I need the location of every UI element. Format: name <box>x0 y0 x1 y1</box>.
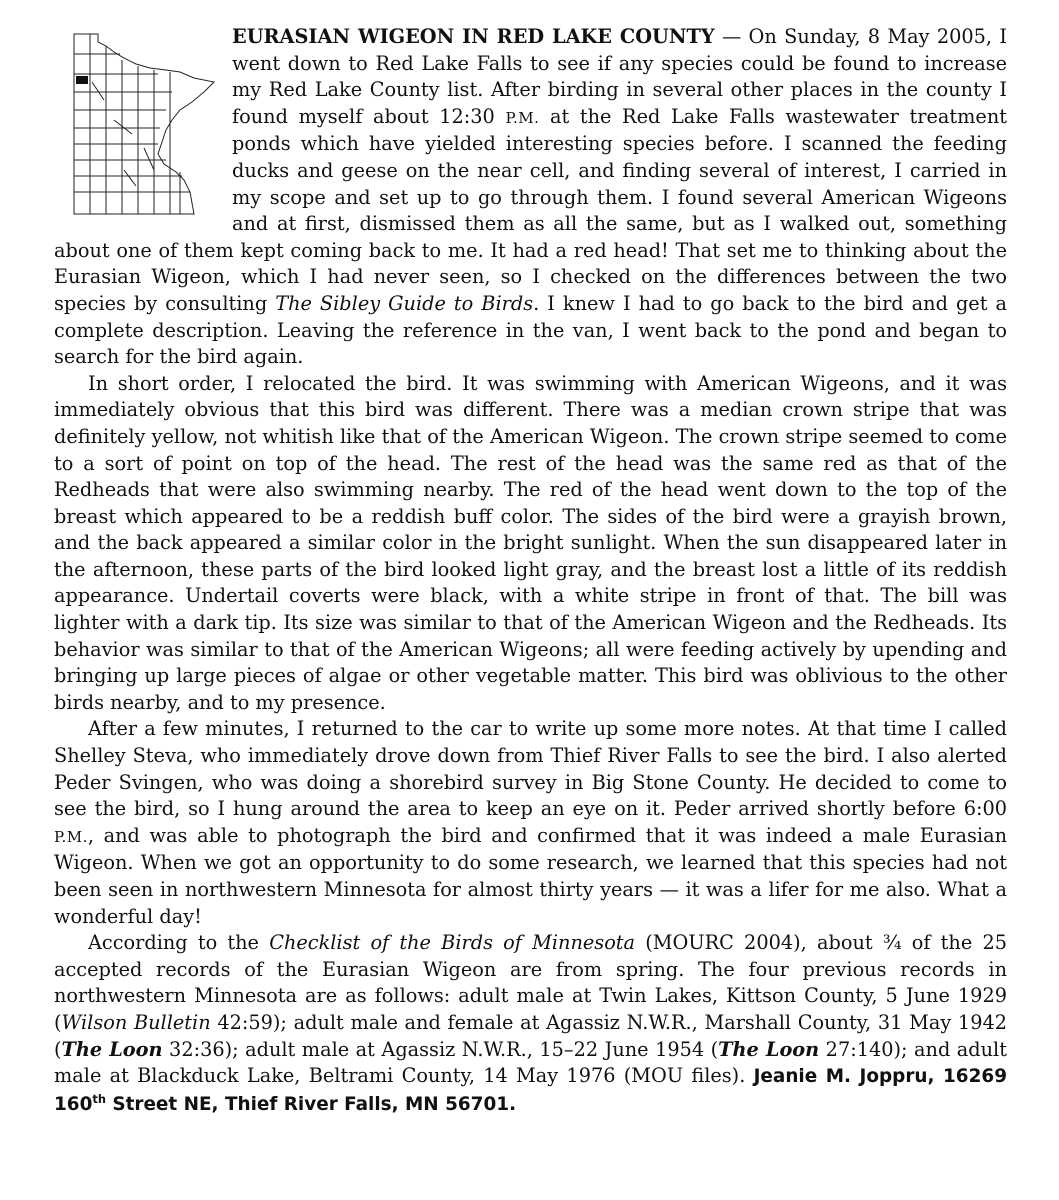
minnesota-county-map-icon <box>54 30 226 218</box>
state-outline <box>74 34 214 214</box>
author-signature: Jeanie M. Joppru, 16269 160th Street NE, Thief River Falls, MN 56701. <box>54 1066 1007 1115</box>
journal-title: The Loon <box>61 1037 163 1061</box>
journal-title: The Loon <box>718 1037 820 1061</box>
checklist-title: Checklist of the Birds of Minnesota <box>269 931 636 955</box>
paragraph-2: In short order, I relocated the bird. It was swimming with American Wigeons, and it was immediately obvious that this bird was different. There was a median crown stripe that was definitely yellow, not whitish like that of the American Wigeon. The crown stripe seemed to come to a sort of point on top of the head. The rest of the head was the same red as that of the Redheads that were also swimming nearby. The red of the head went down to the top of the breast which appeared to be a reddish buff color. The sides of the bird were a grayish brown, and the back appeared a similar color in the bright sunlight. When the sun disappeared later in the afternoon, these parts of the bird looked light gray, and the breast lost a little of its reddish appearance. Undertail coverts were black, with a white stripe in front of that. The bill was lighter with a dark tip. Its size was similar to that of the American Wigeon and the Redheads. Its behavior was similar to that of the American Wigeons; all were feeding actively by upending and bringing up large pieces of algae or other vegetable matter. This bird was oblivious to the other birds nearby, and to my presence. <box>54 371 1007 714</box>
book-title: The Sibley Guide to Birds <box>275 291 534 315</box>
paragraph-3: After a few minutes, I returned to the car to write up some more notes. At that time I called Shelley Steva, who immediately drove down from Thief River Falls to see the bird. I also alerted Peder Svingen, who was doing a shorebird survey in Big Stone County. He decided to come to see the bird, so I hung around the area to keep an eye on it. Peder arrived shortly before 6:00 P.M., and was able to photograph the bird and confirmed that it was indeed a male Eurasian Wigeon. When we got an opportunity to do some research, we learned that this species had not been seen in northwestern Minnesota for almost thirty years — it was a lifer for me also. What a wonderful day! <box>54 717 1007 928</box>
red-lake-county-marker <box>76 76 88 84</box>
journal-title: Wilson Bulletin <box>61 1010 211 1034</box>
paragraph-4: According to the Checklist of the Birds of Minnesota (MOURC 2004), about ¾ of the 25 accepted records of the Eurasian Wigeon are from spring. The four previous records in northwestern Minnesota are as follows: adult male at Twin Lakes, Kittson County, 5 June 1929 (Wilson Bulletin 42:59); adult male and female at Agassiz N.W.R., Marshall County, 31 May 1942 (The Loon 32:36); adult male at Agassiz N.W.R., 15–22 June 1954 (The Loon 27:140); and adult male at Blackduck Lake, Beltrami County, 14 May 1976 (MOU files). Jeanie M. Joppru, 16269 160th Street NE, Thief River Falls, MN 56701. <box>54 931 1008 1115</box>
article-title: EURASIAN WIGEON IN RED LAKE COUNTY <box>232 25 715 48</box>
paragraph-1: EURASIAN WIGEON IN RED LAKE COUNTY — On Sunday, 8 May 2005, I went down to Red Lake Falls to see if any species could be found to increase my Red Lake County list. After birding in several other places in the county I found myself about 12:30 P.M. at the Red Lake Falls wastewater treatment ponds which have yielded interesting species before. I scanned the feeding ducks and geese on the near cell, and finding several of interest, I carried in my scope and set up to go through them. I found several American Wigeons and at first, dismissed them as all the same, but as I walked out, something about one of them kept coming back to me. It had a red head! That set me to thinking about the Eurasian Wigeon, which I had never seen, so I checked on the differences between the two species by consulting The Sibley Guide to Birds. I knew I had to go back to the bird and get a complete description. Leaving the reference in the van, I went back to the pond and began to search for the bird again. <box>54 25 1007 369</box>
